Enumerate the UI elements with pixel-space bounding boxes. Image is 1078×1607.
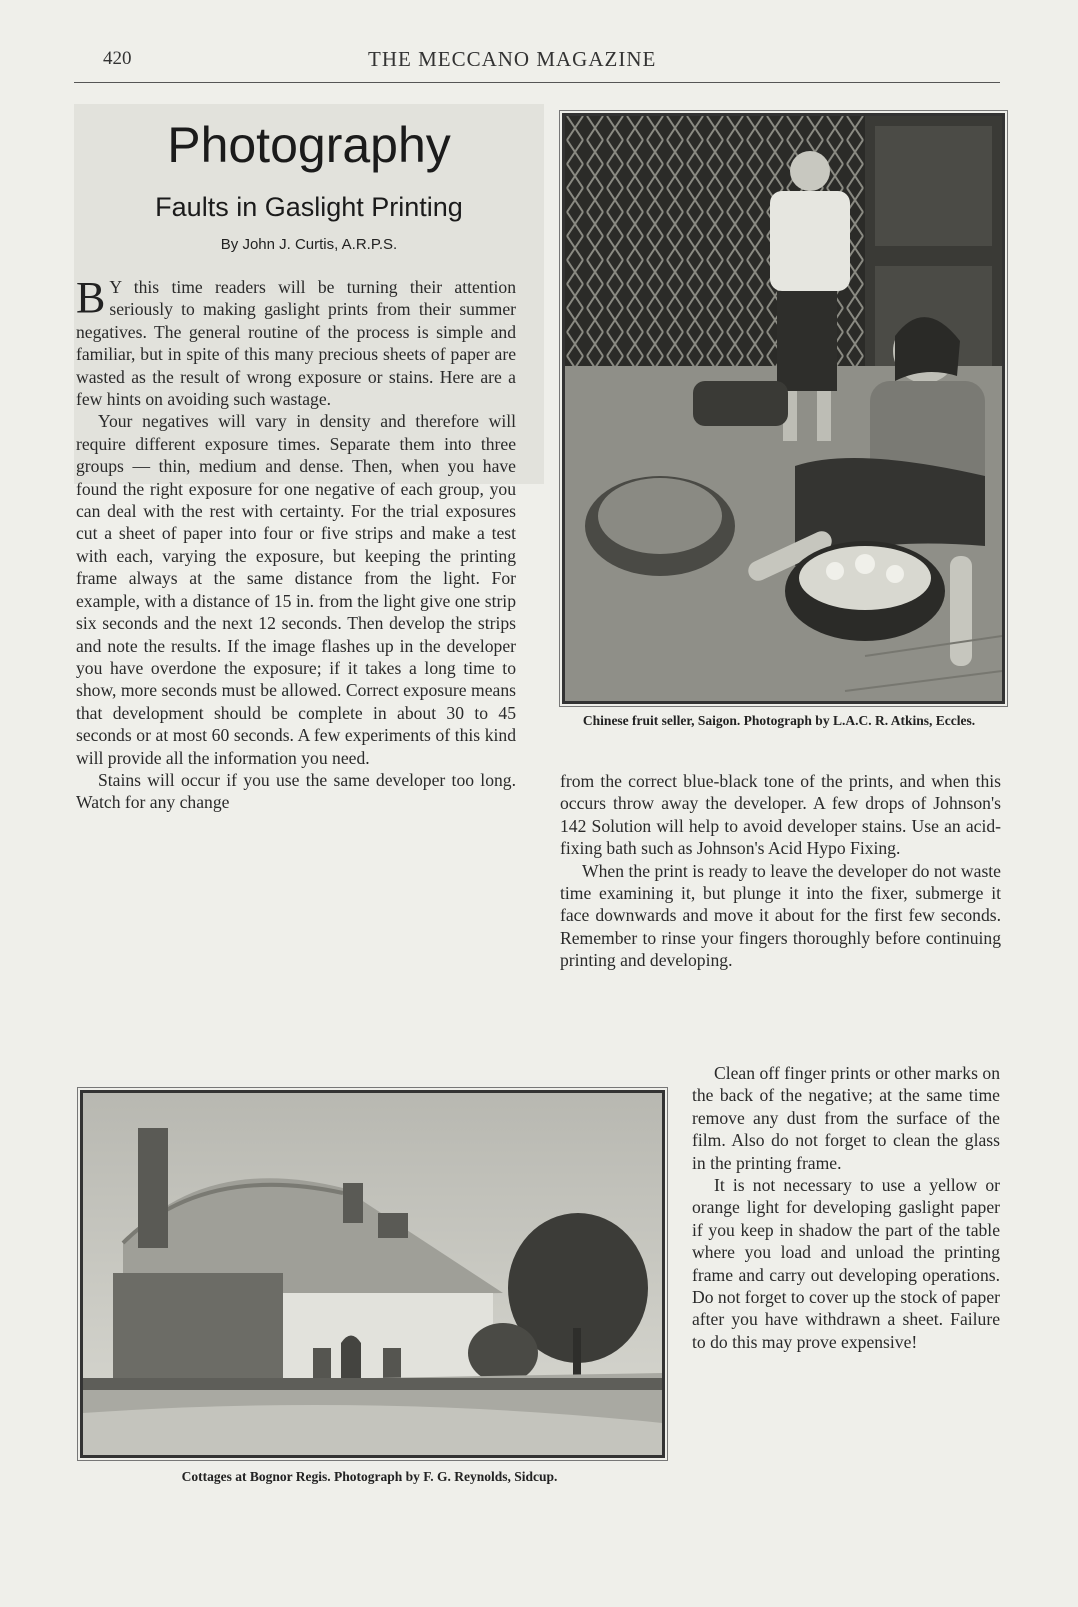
paragraph: Clean off finger prints or other marks on the back of the negative; at the same time remove any dust from the surface of the film. Also do not forget to clean the glass in the printing frame. <box>692 1063 1000 1173</box>
cottages-image <box>83 1093 662 1455</box>
cottages-caption: Cottages at Bognor Regis. Photograph by F. G. Reynolds, Sidcup. <box>181 1469 558 1484</box>
paragraph: When the print is ready to leave the developer do not waste time examining it, but plunge it into the fixer, submerge it face downwards and move it about for the first few seconds. Remember to rinse your fingers thoroughly before continuing printing and developing. <box>560 860 1001 971</box>
header-rule <box>74 82 1000 83</box>
magazine-title: THE MECCANO MAGAZINE <box>368 47 657 71</box>
cottages-photo <box>80 1090 665 1458</box>
left-column <box>76 273 516 814</box>
paragraph: from the correct blue-black tone of the prints, and when this occurs throw away the developer. A few drops of Johnson's 142 Solution will help to avoid developer stains. Use an acid-fixing bath such as Johnson's Acid Hypo Fixing. <box>560 771 1001 859</box>
fruit-seller-photo <box>562 113 1005 704</box>
paragraph: Your negatives will vary in density and therefore will require different exposure times. Separate them into three groups — thin, medium and dense. Then, when you have found the right exposure for one negative of each group, you can deal with the rest with certainty. For the trial exposures cut a sheet of paper into four or five strips and make a test with each, varying the exposure, but keeping the printing frame always at the same distance from the light. For example, with a distance of 15 in. from the light give one strip six seconds and the next 12 seconds. Then develop the strips and note the results. If the image flashes up in the developer you have overdone the exposure; if it takes a long time to show, more seconds must be allowed. Correct exposure means that development should be complete in about 30 to 45 seconds or at most 60 seconds. A few experiments of this kind will provide all the information you need. <box>76 411 516 768</box>
drop-cap: B <box>76 273 106 322</box>
fruit-seller-image <box>565 116 1002 701</box>
article-byline: By John J. Curtis, A.R.P.S. <box>220 236 398 253</box>
fruit-seller-caption: Chinese fruit seller, Saigon. Photograph by L.A.C. R. Atkins, Eccles. <box>582 713 976 728</box>
paragraph: B Y this time readers will be turning their attention seriously to making gaslight prints from their summer negatives. The general routine of the process is simple and familiar, but in spite of this many precious sheets of paper are wasted as the result of wrong exposure or stains. Here are a few hints on avoiding such wastage. <box>76 273 516 410</box>
paragraph: Stains will occur if you use the same developer too long. Watch for any change <box>76 769 516 813</box>
narrow-column <box>692 1062 1000 1353</box>
article-subtitle: Faults in Gaslight Printing <box>155 192 463 222</box>
article-title: Photography <box>167 117 451 173</box>
right-column <box>560 770 1001 972</box>
page-number: 420 <box>103 48 132 69</box>
paragraph: It is not necessary to use a yellow or orange light for developing gaslight paper if you keep in shadow the part of the table where you load and unload the printing frame and carry out developing operations. Do not forget to cover up the stock of paper after you have withdrawn a sheet. Failure to do this may prove expensive! <box>692 1175 1000 1352</box>
